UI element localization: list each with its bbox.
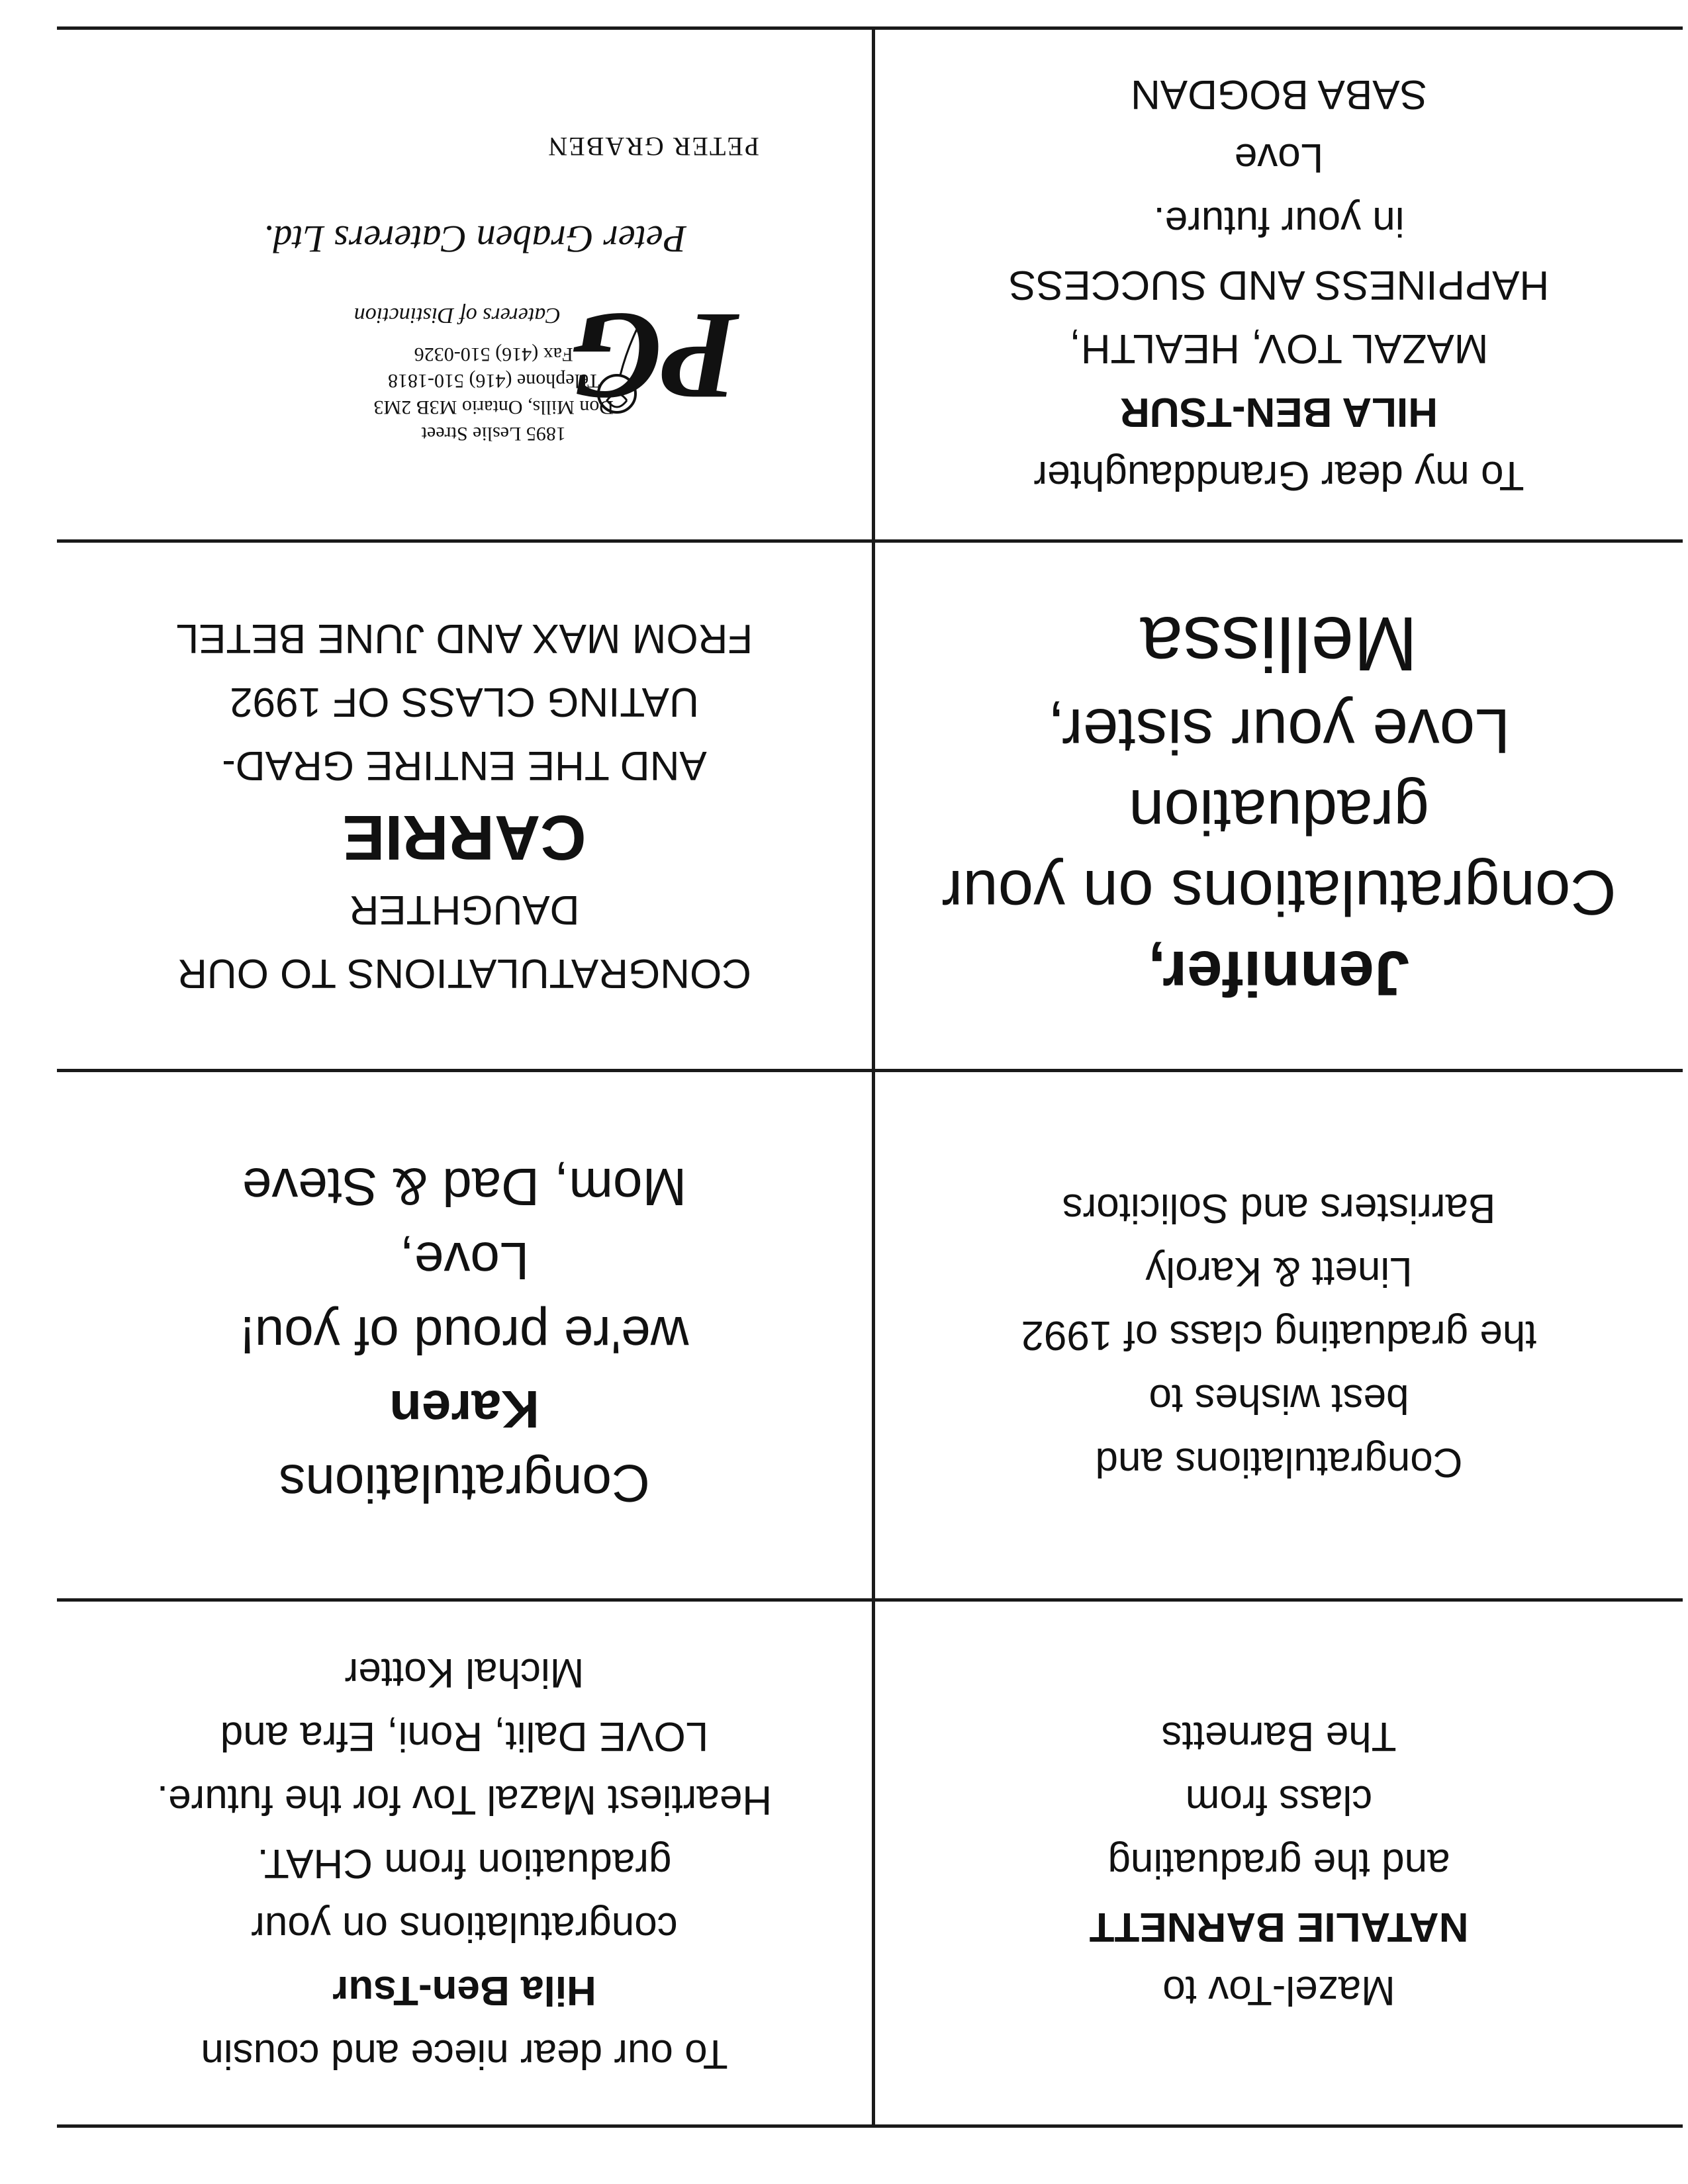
svg-text:PG: PG [571, 287, 739, 426]
ad-card-hila-grand [872, 26, 1683, 539]
ad-card-natalie [872, 1598, 1683, 2128]
caterer-address [373, 341, 614, 447]
card-text: Love your sister, [1047, 696, 1511, 767]
ad-card-jennifer [872, 539, 1683, 1069]
card-signature: Barristers and Solicitors [1062, 1185, 1496, 1232]
ad-card-linett [872, 1069, 1683, 1598]
card-text: we're proud of you! [240, 1306, 689, 1365]
card-text: To our dear niece and cousin [201, 2031, 728, 2077]
card-honoree: CARRIE [342, 802, 586, 874]
ad-card-karen [57, 1069, 872, 1598]
card-honoree: Karen [389, 1380, 539, 1439]
card-text: Congratulations and [1095, 1439, 1463, 1486]
caterer-name: PETER GRABEN [547, 132, 759, 161]
card-text: UATING CLASS OF 1992 [230, 679, 699, 725]
card-text: graduation [1129, 776, 1429, 848]
caterer-company: Peter Graben Caterers Ltd. [263, 218, 686, 261]
card-text: congratulations on your [251, 1904, 678, 1950]
card-text: best wishes to [1149, 1376, 1409, 1422]
card-signature: Linett & Karoly [1145, 1249, 1413, 1295]
caterer-business-card [57, 30, 872, 539]
ad-card-hila-cousin [57, 1598, 872, 2128]
card-honoree: NATALIE BARNETT [1089, 1904, 1469, 1950]
card-text: in your future. [1153, 199, 1405, 244]
card-text: Congratulations on your [941, 857, 1617, 929]
address-line: 1895 Leslie Street [421, 423, 566, 445]
ad-card-carrie [57, 539, 872, 1069]
card-text: HAPPINESS AND SUCCESS [1008, 262, 1550, 308]
address-line: Telephone (416) 510-1818 [388, 370, 600, 392]
ad-grid [57, 26, 1683, 2128]
card-honoree: HILA BEN-TSUR [1120, 389, 1438, 435]
card-signature: LOVE Dalit, Roni, Efra and [220, 1713, 709, 1759]
card-signature: FROM MAX AND JUNE BETEL [175, 615, 753, 662]
card-text: class from [1185, 1777, 1373, 1823]
card-honoree: Hila Ben-Tsur [332, 1968, 596, 2013]
address-line: Fax (416) 510-0326 [414, 343, 573, 365]
card-text: To my dear Granddaughter [1033, 453, 1524, 498]
card-text: MAZAL TOV, HEALTH, [1069, 326, 1489, 371]
card-text: Mazel-Tov to [1162, 1968, 1395, 2013]
card-text: Love, [399, 1232, 530, 1291]
card-text: CONGRATULATIONS TO OUR [177, 950, 751, 997]
card-signature: Mom, Dad & Steve [242, 1158, 687, 1217]
card-signature: Mellissa [1140, 601, 1418, 688]
caterer-logo-icon [571, 281, 753, 433]
address-line: Don Mills, Ontario M3B 2M3 [373, 396, 614, 418]
card-text: and the graduating [1107, 1841, 1450, 1886]
card-signature: Michal Kotter [344, 1650, 585, 1696]
card-text: Love [1234, 135, 1324, 181]
ad-card-caterer [57, 26, 872, 539]
card-text: DAUGHTER [349, 887, 580, 933]
card-honoree: Jennifer, [1148, 938, 1410, 1009]
card-signature: The Barnetts [1161, 1713, 1397, 1759]
card-text: Heartiest Mazal Tov for the future. [156, 1777, 773, 1823]
card-text: graduation from CHAT. [257, 1841, 672, 1886]
card-text: AND THE ENTIRE GRAD- [222, 743, 707, 789]
caterer-tagline: Caterers of Distinction [353, 303, 561, 328]
card-signature: SABA BOGDAN [1131, 71, 1427, 117]
card-text: the graduating class of 1992 [1021, 1312, 1537, 1359]
card-text: Congratulations [279, 1454, 650, 1514]
